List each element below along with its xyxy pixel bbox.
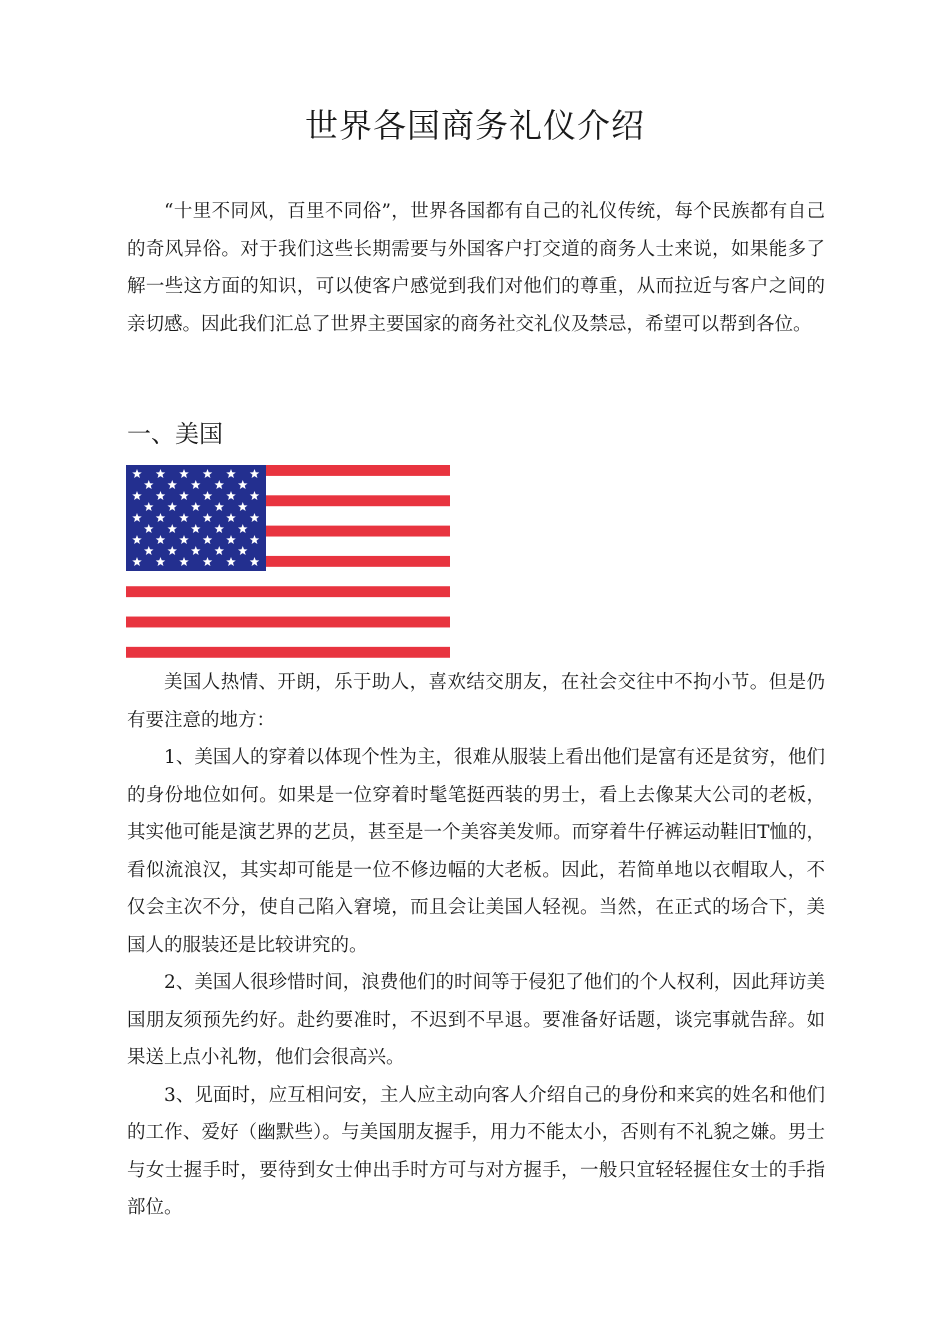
paragraph-usa-1: 1、美国人的穿着以体现个性为主，很难从服装上看出他们是富有还是贫穷，他们的身份地位如何。如果是一位穿着时髦笔挺西装的男士，看上去像某大公司的老板，其实他可能是演艺界的艺员，甚至是一个美容美发师。而穿着牛仔裤运动鞋旧T恤的，看似流浪汉，其实却可能是一位不修边幅的大老板。因此，若简单地以衣帽取人，不仅会主次不分，使自己陷入窘境，而且会让美国人轻视。当然，在正式的场合下，美国人的服装还是比较讲究的。 (127, 747, 825, 956)
paragraph-usa-2: 2、美国人很珍惜时间，浪费他们的时间等于侵犯了他们的个人权利，因此拜访美国朋友须预先约好。赴约要准时，不迟到不早退。要准备好话题，谈完事就告辞。如果送上点小礼物，他们会很高兴。 (127, 972, 825, 1068)
section-heading-usa: 一、美国 (127, 420, 223, 448)
document-title: 世界各国商务礼仪介绍 (305, 106, 645, 145)
flag-red-stripe (126, 586, 450, 597)
section-body-usa (127, 664, 825, 1227)
intro-paragraph: “十里不同风，百里不同俗”，世界各国都有自己的礼仪传统，每个民族都有自己的奇风异俗。对于我们这些长期需要与外国客户打交道的商务人士来说，如果能多了解一些这方面的知识，可以使客户感觉到我们对他们的尊重，从而拉近与客户之间的亲切感。因此我们汇总了世界主要国家的商务社交礼仪及禁忌，希望可以帮到各位。 (127, 201, 825, 335)
paragraph-usa-3: 3、见面时，应互相问安，主人应主动向客人介绍自己的身份和来宾的姓名和他们的工作、爱好（幽默些）。与美国朋友握手，用力不能太小，否则有不礼貌之嫌。男士与女士握手时，要待到女士伸出手时方可与对方握手，一般只宜轻轻握住女士的手指部位。 (127, 1084, 825, 1218)
us-flag-image (126, 465, 450, 662)
flag-red-stripe (126, 647, 450, 658)
paragraph-usa-intro: 美国人热情、开朗，乐于助人，喜欢结交朋友，在社会交往中不拘小节。但是仍有要注意的地方： (127, 672, 825, 731)
flag-red-stripe (126, 617, 450, 628)
